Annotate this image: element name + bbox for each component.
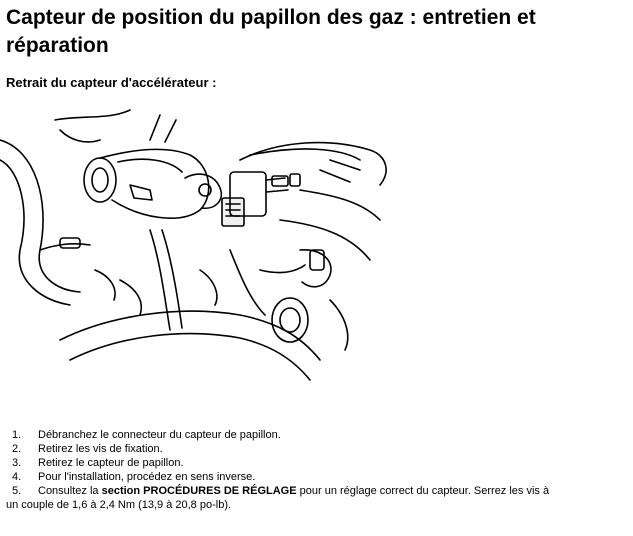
page-title: Capteur de position du papillon des gaz : entretien et réparation: [6, 6, 536, 57]
list-item: [6, 428, 606, 442]
step-number: 1.: [12, 429, 22, 441]
step-text: pour un réglage correct du capteur. Serrez les vis à: [296, 485, 550, 497]
step-number: 2.: [12, 443, 22, 455]
intake-hose-shape: [0, 160, 70, 305]
step-text: Débranchez le connecteur du capteur de papillon.: [38, 429, 281, 441]
list-item: [6, 456, 606, 470]
step-text: Retirez le capteur de papillon.: [38, 457, 184, 469]
section-heading: Retrait du capteur d'accélérateur :: [6, 75, 217, 90]
step-number: 3.: [12, 457, 22, 469]
list-item: [6, 484, 606, 512]
step-text: Retirez les vis de fixation.: [38, 443, 163, 455]
throttle-position-sensor-illustration: [0, 100, 400, 400]
throttle-body-shape: [84, 158, 116, 202]
step-text: Pour l'installation, procédez en sens inverse.: [38, 471, 256, 483]
instruction-list: [6, 428, 606, 512]
step-text: Consultez la: [38, 485, 102, 497]
adjustment-procedures-reference: section PROCÉDURES DE RÉGLAGE: [101, 485, 297, 497]
step-number: 4.: [12, 471, 22, 483]
list-item: [6, 470, 606, 484]
lower-hose-shape: [60, 311, 320, 360]
list-item: [6, 442, 606, 456]
step-text-continuation: un couple de 1,6 à 2,4 Nm (13,9 à 20,8 po-lb).: [6, 499, 232, 511]
step-number: 5.: [12, 485, 22, 497]
